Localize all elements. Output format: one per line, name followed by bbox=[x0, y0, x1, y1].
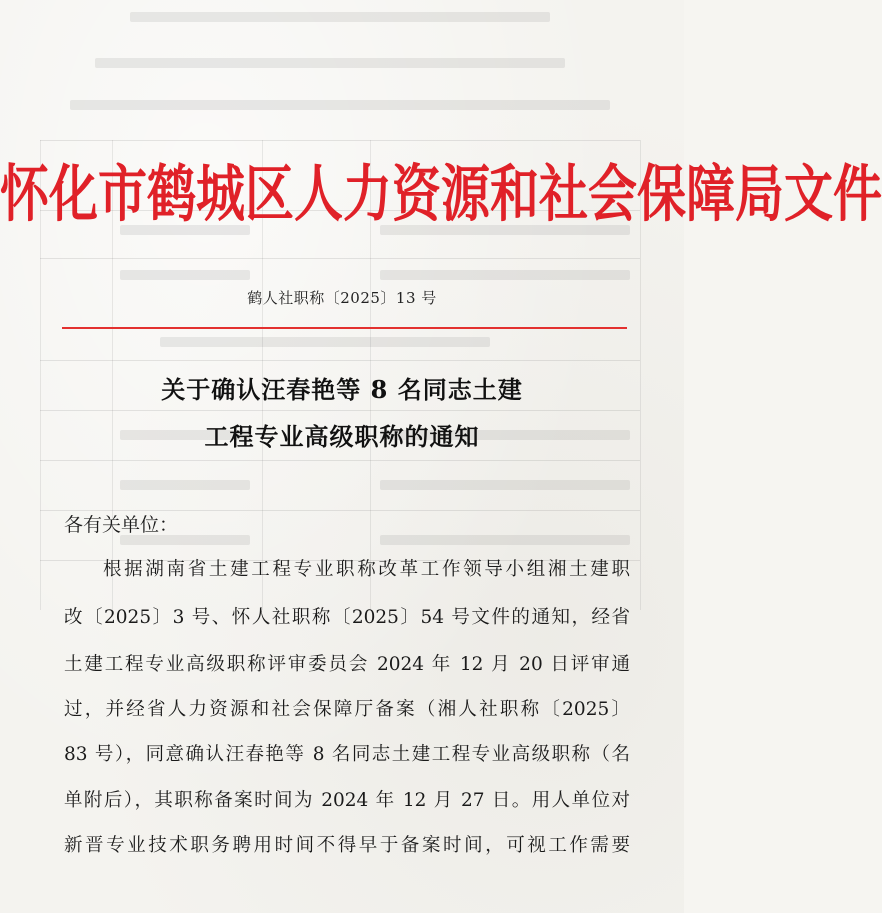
body-paragraph-line: 83 号），同意确认汪春艳等 8 名同志土建工程专业高级职称（名 bbox=[64, 744, 630, 765]
document-number: 鹤人社职称〔2025〕13 号 bbox=[247, 289, 437, 307]
body-paragraph-line: 土建工程专业高级职称评审委员会 2024 年 12 月 20 日评审通 bbox=[64, 654, 630, 675]
body-paragraph-line: 根据湖南省土建工程专业职称改革工作领导小组湘土建职 bbox=[103, 559, 630, 580]
body-paragraph-line: 改〔2025〕3 号、怀人社职称〔2025〕54 号文件的通知，经省 bbox=[64, 607, 630, 628]
body-paragraph-line: 新晋专业技术职务聘用时间不得早于备案时间，可视工作需要 bbox=[64, 835, 630, 856]
body-paragraph-line: 单附后），其职称备案时间为 2024 年 12 月 27 日。用人单位对 bbox=[64, 790, 630, 811]
body-paragraph-line: 过，并经省人力资源和社会保障厅备案（湘人社职称〔2025〕 bbox=[64, 699, 630, 720]
notice-title-line-1: 关于确认汪春艳等 8 名同志土建 bbox=[161, 375, 523, 404]
red-divider-rule bbox=[62, 327, 627, 329]
salutation: 各有关单位： bbox=[64, 514, 179, 536]
document-masthead: 怀化市鹤城区人力资源和社会保障局文件 bbox=[0, 157, 882, 230]
notice-title-line-2: 工程专业高级职称的通知 bbox=[204, 422, 480, 451]
